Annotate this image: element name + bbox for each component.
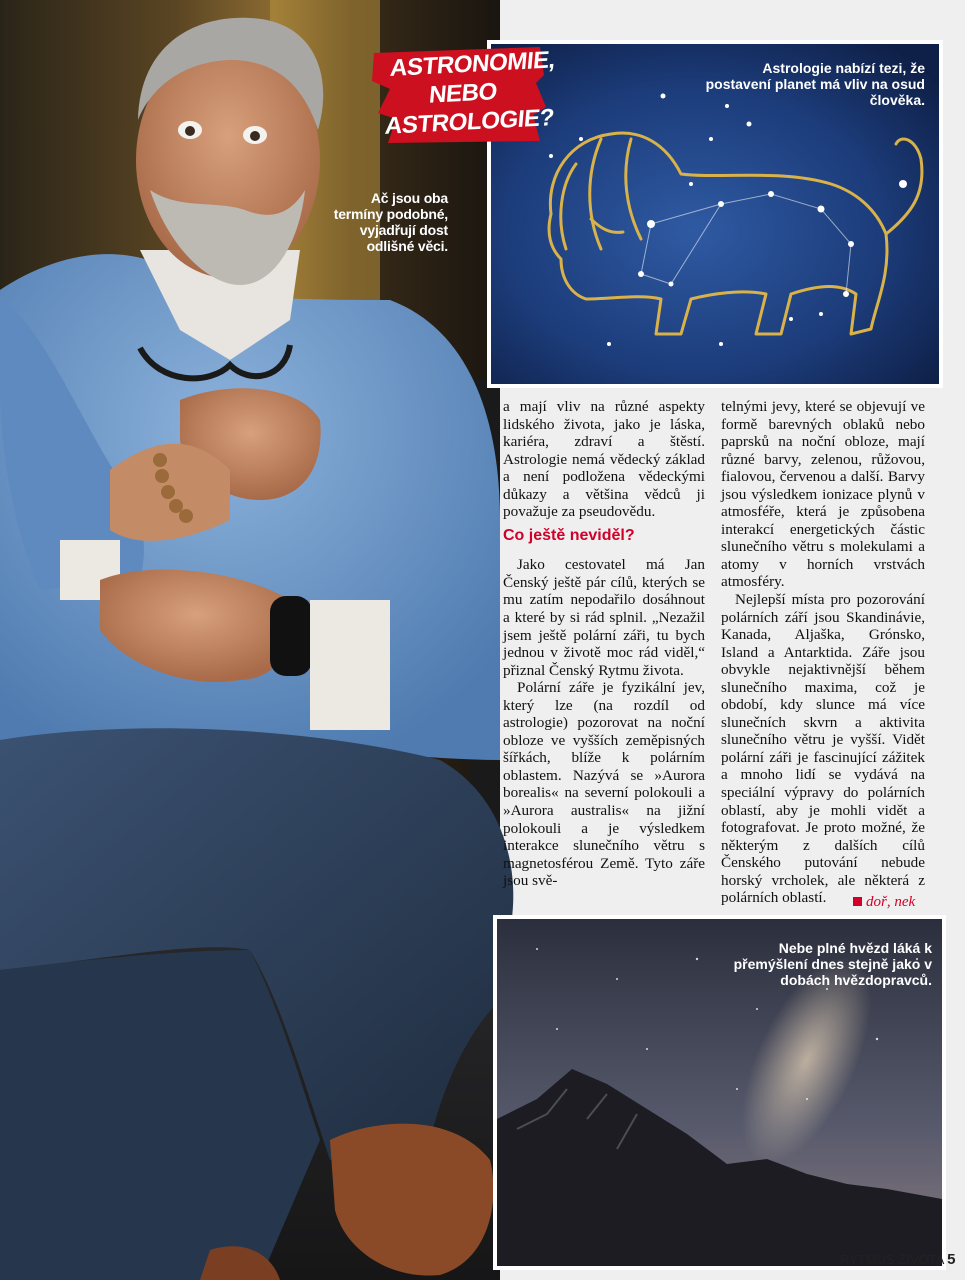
sky-photo-caption: Nebe plné hvězd láká k přemýšlení dnes stejně jako v dobách hvězdopravců. — [733, 940, 932, 988]
banner-line-3: ASTROLOGIE? — [383, 104, 556, 140]
article-paragraph: Polární záře je fyzikální jev, který lze (na rozdíl od astrologie) pozorovat na noční obloze ve vyšších zeměpisných šířkách, blíže k polárním oblastem. Nazývá se »Aurora borealis« na severní polokouli a »Aurora australis« na jižní polokouli a je výsledkem interakce slunečního větru s magnetosférou Země. Tyto záře jsou svě- — [503, 679, 705, 890]
article-column-2 — [721, 398, 925, 907]
headline-banner-text — [383, 46, 557, 141]
article-paragraph: Jako cestovatel má Jan Čenský ještě pár cílů, kterých se mu zatím nepodařilo dosáhnout a které by si rád splnil. „Nezažil jsem ještě polární záři, tu bych jednou v životě moc rád viděl,“ přiznal Čenský Rytmu života. — [503, 556, 705, 679]
article-paragraph: Nejlepší místa pro pozorování polárních září jsou Skandinávie, Kanada, Aljaška, Grónsko, Island a Antarktida. Záře jsou obvykle nejaktivnější během slunečního maxima, což je období, kdy slunce má více slunečních skvrn a aktivita slunečního větru je vyšší. Vidět polární záři je fascinující zážitek a mnoho lidí se vydává na speciální výpravy do polárních oblastí, aby je mohli vidět a fotografovat. Je proto možné, že některým z dalších cílů Čenského putování nebude horský vrcholek, ale některá z polárních oblastí. — [721, 591, 925, 907]
leo-photo-caption: Astrologie nabízí tezi, že postavení planet má vliv na osud člověka. — [705, 60, 925, 108]
article-subheading: Co ještě neviděl? — [503, 526, 635, 544]
page-footer — [840, 1251, 956, 1268]
banner-line-1: ASTRONOMIE, — [388, 46, 557, 82]
magazine-name: RYTMUS ŽIVOTA — [840, 1252, 944, 1267]
article-paragraph: a mají vliv na různé aspekty lidského života, jako je láska, kariéra, zdraví a štěstí. Astrologie nemá vědecký základ a není podložena vědeckými důkazy a většina vědců ji považuje za pseudovědu. — [503, 398, 705, 521]
article-paragraph: telnými jevy, které se objevují ve formě barevných oblaků nebo paprsků na noční obloze, mají různé barvy, zelenou, růžovou, fialovou, červenou a další. Barvy jsou výsledkem ionizace plynů v atmosféře, která je způsobena interakcí energetických částic slunečního větru s molekulami a atomy v horních vrstvách atmosféry. — [721, 398, 925, 591]
author-signature — [853, 894, 915, 911]
author-initials: doř, nek — [866, 894, 916, 910]
page-number: 5 — [947, 1251, 956, 1268]
left-photo-caption: Ač jsou oba termíny podobné, vyjadřují dost odlišné věci. — [333, 190, 448, 254]
article-column-1 — [503, 398, 705, 890]
end-mark-square — [853, 897, 862, 906]
banner-line-2: NEBO — [427, 78, 499, 109]
